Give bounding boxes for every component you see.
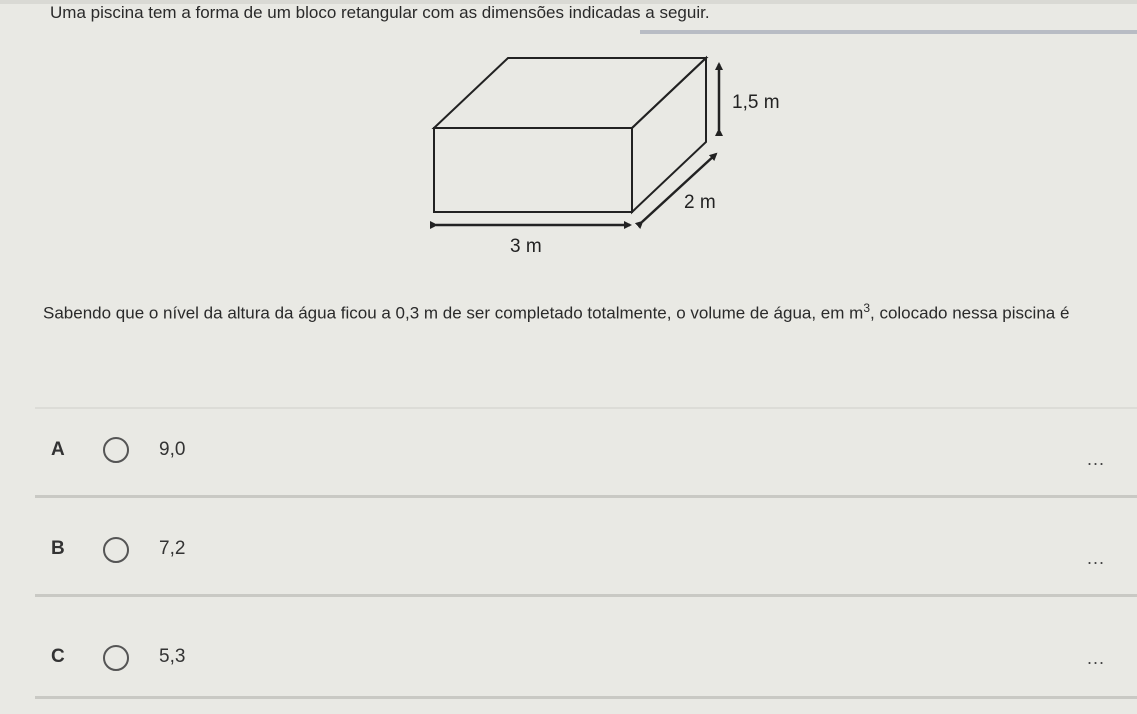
option-letter: C xyxy=(51,646,65,667)
block-side-face xyxy=(632,58,706,212)
question-text xyxy=(43,292,1123,330)
depth-label: 2 m xyxy=(684,192,716,213)
radio-button[interactable] xyxy=(103,645,129,671)
height-label: 1,5 m xyxy=(732,92,780,113)
radio-button[interactable] xyxy=(103,437,129,463)
option-c[interactable] xyxy=(35,612,1137,699)
question-text-main: Sabendo que o nível da altura da água ficou a 0,3 m de ser completado totalmente, o volume de água, em m xyxy=(43,303,864,323)
option-b[interactable] xyxy=(35,510,1137,597)
question-text-end: , colocado nessa piscina é xyxy=(870,303,1070,323)
rectangular-block-diagram xyxy=(420,50,800,265)
pool-figure xyxy=(420,50,800,265)
block-top-face xyxy=(434,58,706,128)
option-value: 7,2 xyxy=(159,538,186,559)
option-a[interactable] xyxy=(35,407,1137,498)
unit-exponent: 3 xyxy=(863,301,870,315)
block-front-face xyxy=(434,128,632,212)
option-value: 5,3 xyxy=(159,646,186,667)
question-intro: Uma piscina tem a forma de um bloco retangular com as dimensões indicadas a seguir. xyxy=(50,3,710,22)
header-divider xyxy=(640,30,1137,34)
more-options-icon[interactable]: ... xyxy=(1086,449,1105,469)
option-letter: A xyxy=(51,439,65,460)
option-letter: B xyxy=(51,538,65,559)
radio-button[interactable] xyxy=(103,537,129,563)
more-options-icon[interactable]: ... xyxy=(1086,648,1105,668)
width-label: 3 m xyxy=(510,236,542,257)
option-value: 9,0 xyxy=(159,439,186,460)
more-options-icon[interactable]: ... xyxy=(1086,548,1105,568)
